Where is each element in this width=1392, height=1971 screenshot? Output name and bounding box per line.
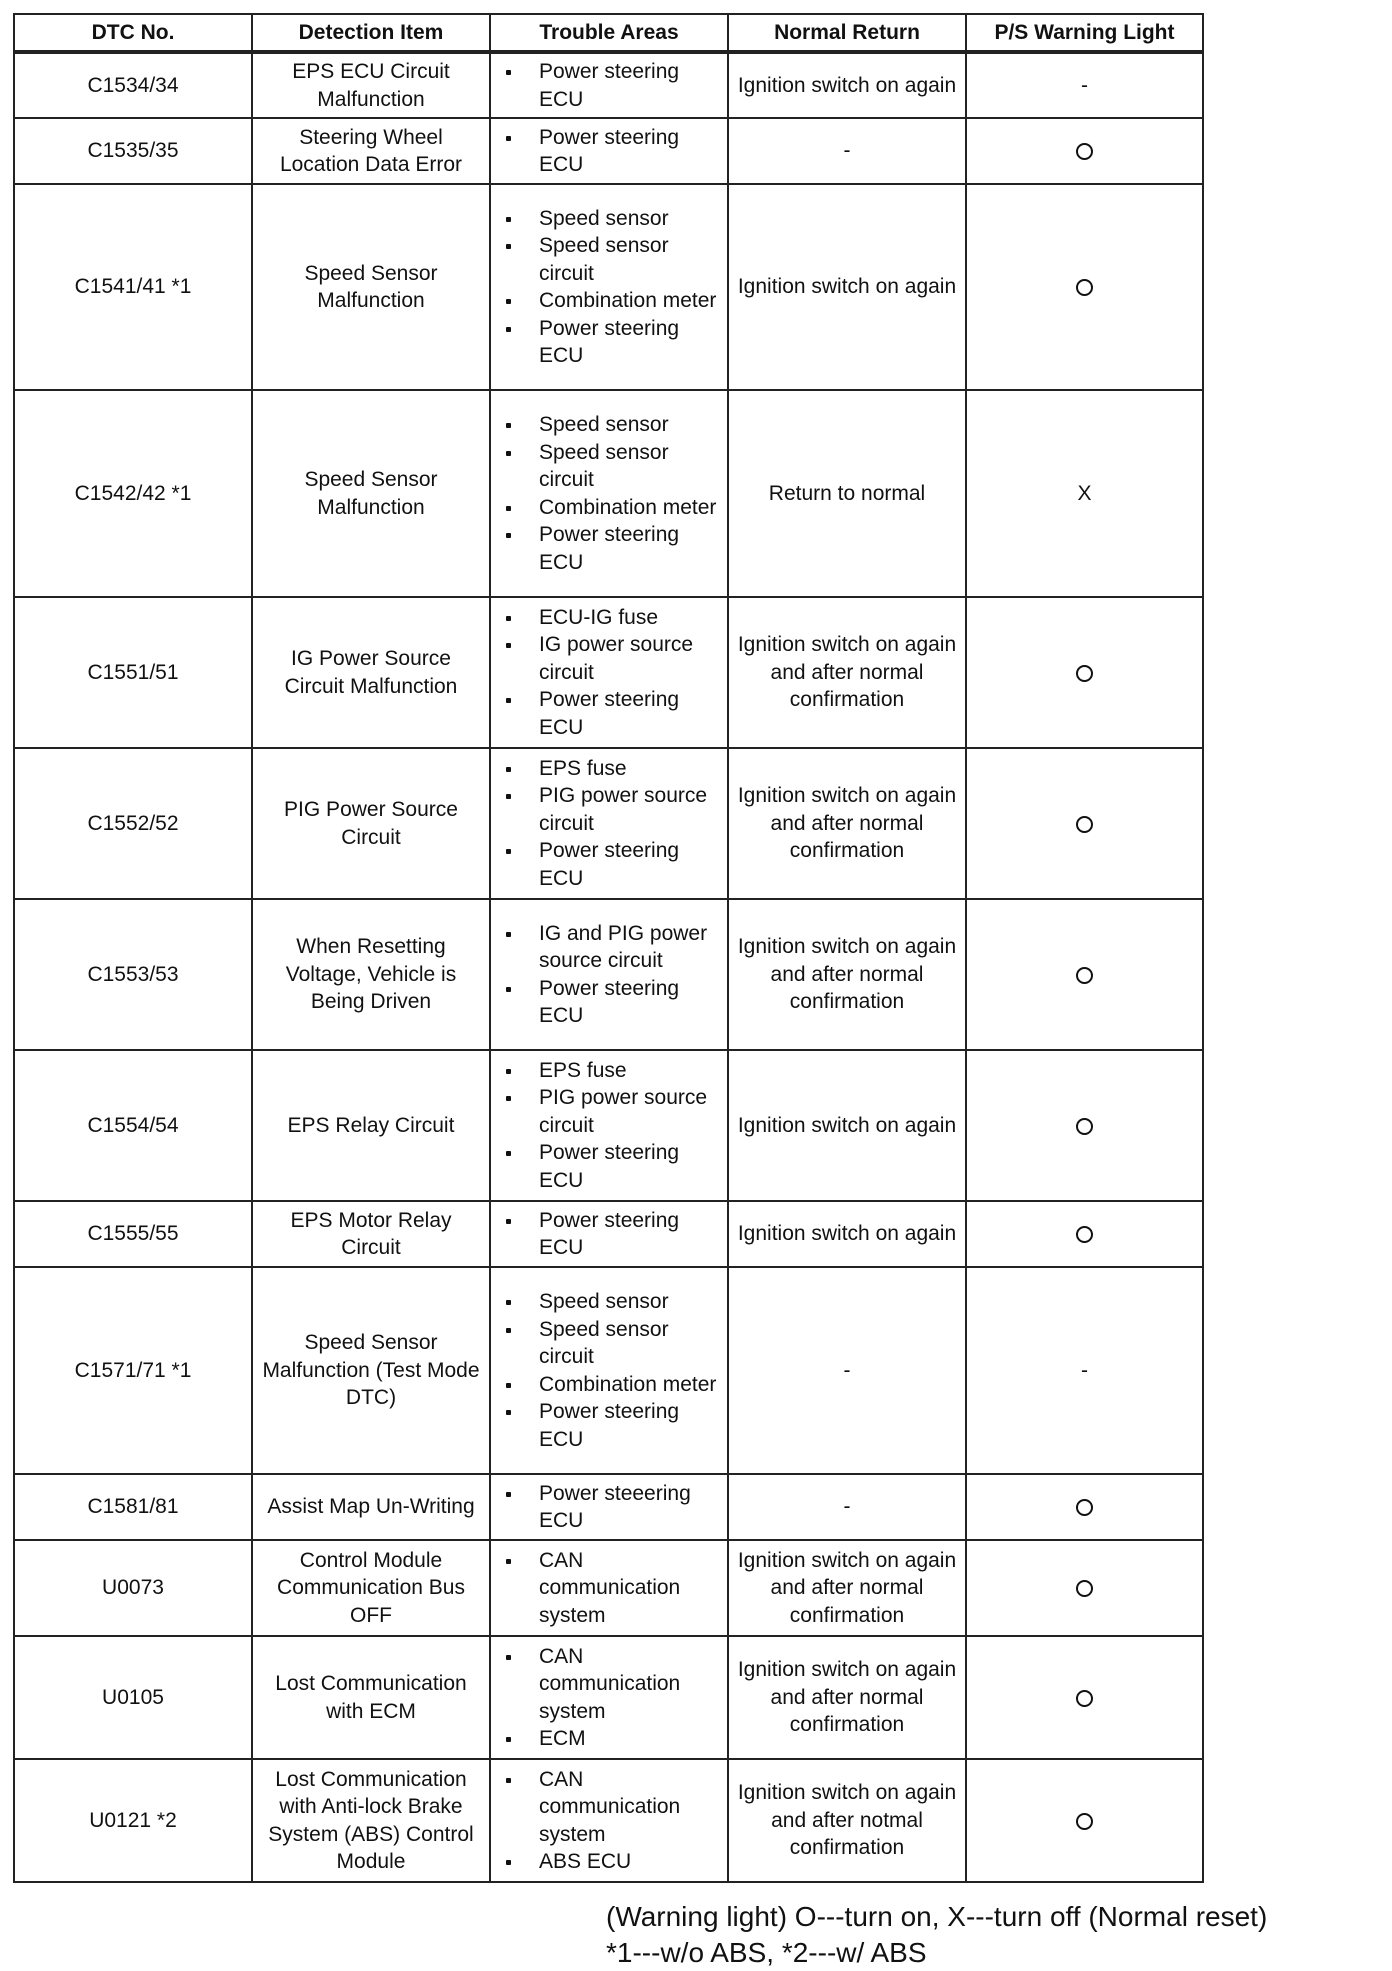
trouble-areas-cell (490, 118, 728, 184)
normal-return-cell: - (728, 118, 966, 184)
trouble-areas-cell (490, 1201, 728, 1267)
table-row (14, 1050, 1203, 1201)
trouble-area-item: Combination meter (503, 287, 723, 315)
trouble-area-item: EPS fuse (503, 1057, 723, 1085)
detection-item-cell: EPS Relay Circuit (252, 1050, 490, 1201)
dtc-number-cell: C1542/42 *1 (14, 390, 252, 597)
trouble-areas-list (503, 58, 723, 113)
trouble-area-item: PIG power source circuit (503, 782, 723, 837)
warning-on-circle-icon (1076, 143, 1093, 160)
trouble-areas-cell (490, 390, 728, 597)
trouble-areas-list (503, 1480, 723, 1535)
trouble-areas-cell (490, 1636, 728, 1759)
trouble-areas-cell (490, 1050, 728, 1201)
trouble-areas-cell (490, 1267, 728, 1474)
normal-return-cell: - (728, 1267, 966, 1474)
warning-light-cell (966, 1474, 1203, 1540)
warning-light-cell (966, 118, 1203, 184)
warning-light-cell (966, 899, 1203, 1050)
table-row (14, 748, 1203, 899)
trouble-areas-cell (490, 184, 728, 390)
trouble-area-item: CAN communication system (503, 1643, 723, 1726)
warning-on-circle-icon (1076, 816, 1093, 833)
trouble-area-item: IG power source circuit (503, 631, 723, 686)
dtc-number-cell: C1534/34 (14, 52, 252, 118)
dtc-number-cell: C1554/54 (14, 1050, 252, 1201)
trouble-area-item: Speed sensor circuit (503, 1316, 723, 1371)
table-row (14, 1201, 1203, 1267)
warning-light-cell (966, 1759, 1203, 1882)
warning-light-cell (966, 184, 1203, 390)
warning-light-symbol: - (1081, 73, 1088, 97)
trouble-area-item: Speed sensor (503, 411, 723, 439)
trouble-area-item: Power steering ECU (503, 686, 723, 741)
dtc-number-cell: C1552/52 (14, 748, 252, 899)
warning-light-cell (966, 1540, 1203, 1636)
trouble-area-item: Power steering ECU (503, 315, 723, 370)
footnote-warning-legend: (Warning light) O---turn on, X---turn off (Normal reset) (606, 1901, 1268, 1932)
table-row (14, 52, 1203, 118)
detection-item-cell: IG Power Source Circuit Malfunction (252, 597, 490, 748)
warning-light-cell (966, 1201, 1203, 1267)
normal-return-cell: Ignition switch on again (728, 184, 966, 390)
dtc-number-cell: C1553/53 (14, 899, 252, 1050)
dtc-number-cell: U0073 (14, 1540, 252, 1636)
header-detection-item: Detection Item (252, 14, 490, 52)
detection-item-cell: Steering Wheel Location Data Error (252, 118, 490, 184)
table-row (14, 118, 1203, 184)
trouble-areas-cell (490, 597, 728, 748)
trouble-area-item: CAN communication system (503, 1547, 723, 1630)
header-dtc-no: DTC No. (14, 14, 252, 52)
dtc-number-cell: C1555/55 (14, 1201, 252, 1267)
trouble-area-item: Power steering ECU (503, 521, 723, 576)
table-row (14, 1636, 1203, 1759)
detection-item-cell: Assist Map Un-Writing (252, 1474, 490, 1540)
warning-light-symbol: - (1081, 1358, 1088, 1382)
table-row (14, 1474, 1203, 1540)
dtc-number-cell: C1535/35 (14, 118, 252, 184)
trouble-areas-cell (490, 1540, 728, 1636)
trouble-areas-cell (490, 899, 728, 1050)
trouble-area-item: Combination meter (503, 1371, 723, 1399)
trouble-areas-list (503, 205, 723, 370)
normal-return-cell: Ignition switch on again and after notmal confirmation (728, 1759, 966, 1882)
dtc-number-cell: U0105 (14, 1636, 252, 1759)
warning-light-cell (966, 748, 1203, 899)
warning-on-circle-icon (1076, 1813, 1093, 1830)
table-row (14, 1759, 1203, 1882)
dtc-number-cell: U0121 *2 (14, 1759, 252, 1882)
detection-item-cell: When Resetting Voltage, Vehicle is Being Driven (252, 899, 490, 1050)
dtc-table-body (14, 52, 1203, 1882)
trouble-area-item: PIG power source circuit (503, 1084, 723, 1139)
header-trouble-areas: Trouble Areas (490, 14, 728, 52)
trouble-areas-cell (490, 1474, 728, 1540)
trouble-area-item: Power steering ECU (503, 1207, 723, 1262)
table-row (14, 1267, 1203, 1474)
trouble-area-item: ABS ECU (503, 1848, 723, 1876)
table-row (14, 597, 1203, 748)
normal-return-cell: Ignition switch on again and after normal confirmation (728, 748, 966, 899)
warning-light-cell (966, 52, 1203, 118)
trouble-areas-cell (490, 1759, 728, 1882)
trouble-areas-list (503, 1547, 723, 1630)
trouble-areas-list (503, 755, 723, 893)
trouble-areas-cell (490, 52, 728, 118)
trouble-area-item: Power steering ECU (503, 1398, 723, 1453)
trouble-area-item: Power steering ECU (503, 837, 723, 892)
trouble-areas-list (503, 1643, 723, 1753)
trouble-area-item: Power steering ECU (503, 58, 723, 113)
detection-item-cell: Control Module Communication Bus OFF (252, 1540, 490, 1636)
warning-on-circle-icon (1076, 1580, 1093, 1597)
normal-return-cell: - (728, 1474, 966, 1540)
trouble-area-item: Speed sensor circuit (503, 439, 723, 494)
warning-on-circle-icon (1076, 967, 1093, 984)
warning-light-symbol: X (1077, 481, 1092, 505)
table-row (14, 899, 1203, 1050)
trouble-area-item: Speed sensor circuit (503, 232, 723, 287)
trouble-area-item: Power steering ECU (503, 975, 723, 1030)
warning-on-circle-icon (1076, 1118, 1093, 1135)
warning-on-circle-icon (1076, 1690, 1093, 1707)
detection-item-cell: Lost Communication with ECM (252, 1636, 490, 1759)
normal-return-cell: Ignition switch on again and after normal confirmation (728, 1636, 966, 1759)
detection-item-cell: Speed Sensor Malfunction (252, 390, 490, 597)
detection-item-cell: Speed Sensor Malfunction (Test Mode DTC) (252, 1267, 490, 1474)
warning-light-cell (966, 1636, 1203, 1759)
table-row (14, 390, 1203, 597)
trouble-area-item: ECU-IG fuse (503, 604, 723, 632)
warning-on-circle-icon (1076, 1499, 1093, 1516)
normal-return-cell: Return to normal (728, 390, 966, 597)
footnote-abs-legend: *1---w/o ABS, *2---w/ ABS (606, 1937, 927, 1968)
trouble-areas-list (503, 1207, 723, 1262)
warning-on-circle-icon (1076, 279, 1093, 296)
header-row (14, 14, 1203, 52)
trouble-areas-cell (490, 748, 728, 899)
normal-return-cell: Ignition switch on again and after normal confirmation (728, 1540, 966, 1636)
dtc-number-cell: C1581/81 (14, 1474, 252, 1540)
warning-light-cell (966, 1267, 1203, 1474)
normal-return-cell: Ignition switch on again (728, 52, 966, 118)
dtc-number-cell: C1551/51 (14, 597, 252, 748)
warning-on-circle-icon (1076, 665, 1093, 682)
normal-return-cell: Ignition switch on again and after normal confirmation (728, 597, 966, 748)
dtc-table (13, 13, 1204, 1883)
detection-item-cell: EPS ECU Circuit Malfunction (252, 52, 490, 118)
detection-item-cell: PIG Power Source Circuit (252, 748, 490, 899)
table-row (14, 184, 1203, 390)
detection-item-cell: Speed Sensor Malfunction (252, 184, 490, 390)
trouble-area-item: Power steering ECU (503, 1139, 723, 1194)
warning-light-cell (966, 597, 1203, 748)
trouble-area-item: ECM (503, 1725, 723, 1753)
normal-return-cell: Ignition switch on again and after normal confirmation (728, 899, 966, 1050)
detection-item-cell: EPS Motor Relay Circuit (252, 1201, 490, 1267)
normal-return-cell: Ignition switch on again (728, 1050, 966, 1201)
warning-light-cell (966, 390, 1203, 597)
trouble-area-item: Speed sensor (503, 1288, 723, 1316)
normal-return-cell: Ignition switch on again (728, 1201, 966, 1267)
table-row (14, 1540, 1203, 1636)
dtc-number-cell: C1541/41 *1 (14, 184, 252, 390)
trouble-areas-list (503, 1288, 723, 1453)
trouble-area-item: EPS fuse (503, 755, 723, 783)
trouble-area-item: CAN communication system (503, 1766, 723, 1849)
trouble-area-item: Speed sensor (503, 205, 723, 233)
trouble-areas-list (503, 1057, 723, 1195)
dtc-number-cell: C1571/71 *1 (14, 1267, 252, 1474)
trouble-areas-list (503, 604, 723, 742)
trouble-area-item: IG and PIG power source circuit (503, 920, 723, 975)
trouble-area-item: Power steeering ECU (503, 1480, 723, 1535)
warning-on-circle-icon (1076, 1226, 1093, 1243)
trouble-areas-list (503, 124, 723, 179)
header-normal-return: Normal Return (728, 14, 966, 52)
header-ps-warning-light: P/S Warning Light (966, 14, 1203, 52)
trouble-areas-list (503, 920, 723, 1030)
trouble-areas-list (503, 1766, 723, 1876)
trouble-areas-list (503, 411, 723, 576)
warning-light-cell (966, 1050, 1203, 1201)
trouble-area-item: Power steering ECU (503, 124, 723, 179)
trouble-area-item: Combination meter (503, 494, 723, 522)
detection-item-cell: Lost Communication with Anti-lock Brake System (ABS) Control Module (252, 1759, 490, 1882)
